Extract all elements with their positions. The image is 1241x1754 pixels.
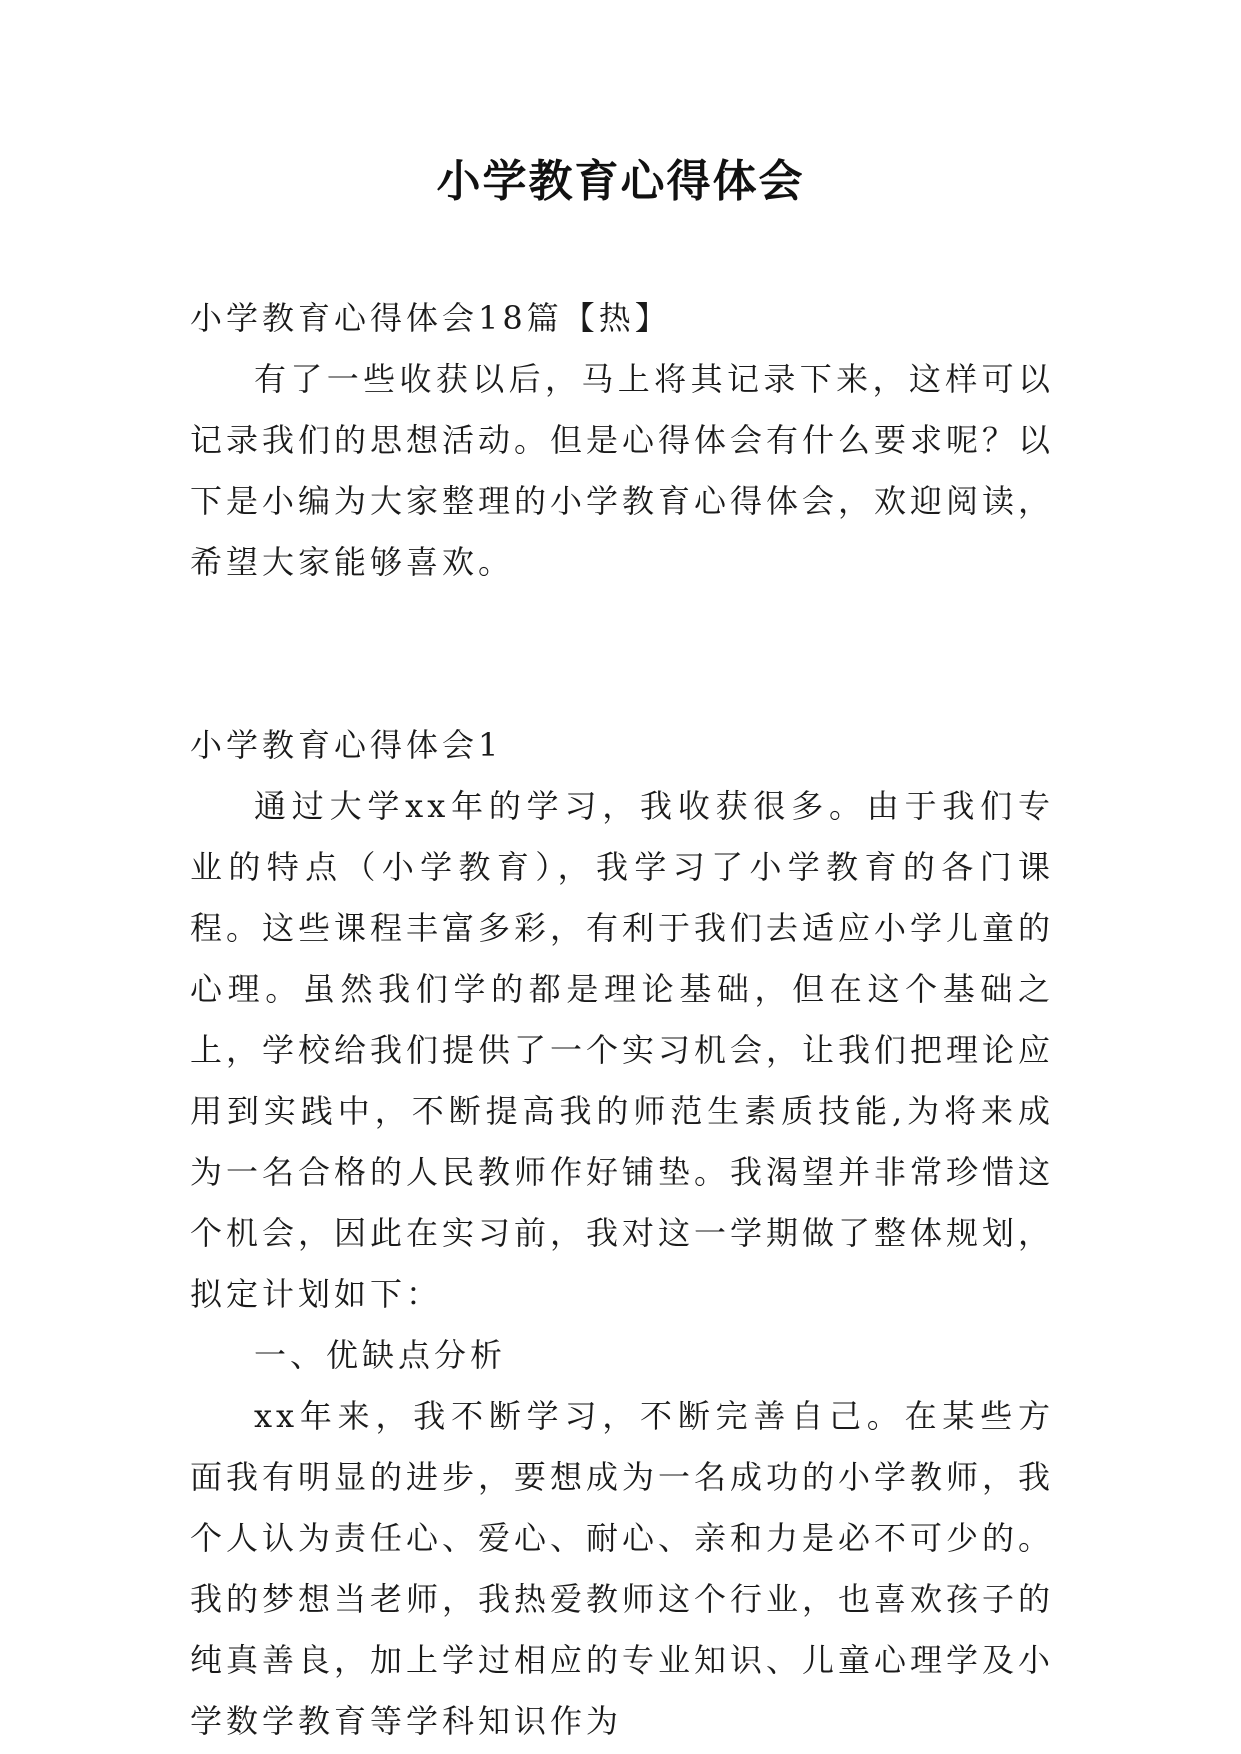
section-gap <box>190 593 1054 715</box>
body-paragraph: xx年来，我不断学习，不断完善自己。在某些方面我有明显的进步，要想成为一名成功的小学教师，我个人认为责任心、爱心、耐心、亲和力是必不可少的。我的梦想当老师，我热爱教师这个行业，也喜欢孩子的纯真善良，加上学过相应的专业知识、儿童心理学及小学数学教育等学科知识作为 <box>190 1397 1055 1740</box>
document-subtitle: 小学教育心得体会18篇【热】 <box>190 299 671 337</box>
intro-paragraph: 有了一些收获以后，马上将其记录下来，这样可以记录我们的思想活动。但是心得体会有什么要求呢？以下是小编为大家整理的小学教育心得体会，欢迎阅读，希望大家能够喜欢。 <box>190 360 1055 581</box>
section-heading: 小学教育心得体会1 <box>190 726 503 764</box>
subheading-strengths-weaknesses: 一、优缺点分析 <box>254 1336 507 1374</box>
body-paragraph: 通过大学xx年的学习，我收获很多。由于我们专业的特点（小学教育），我学习了小学教育的各门课程。这些课程丰富多彩，有利于我们去适应小学儿童的心理。虽然我们学的都是理论基础，但在这个基础之上，学校给我们提供了一个实习机会，让我们把理论应用到实践中，不断提高我的师范生素质技能,为将来成为一名合格的人民教师作好铺垫。我渴望并非常珍惜这个机会，因此在实习前，我对这一学期做了整体规划，拟定计划如下： <box>190 787 1055 1313</box>
document-body <box>190 288 1054 1752</box>
document-title: 小学教育心得体会 <box>436 156 805 207</box>
